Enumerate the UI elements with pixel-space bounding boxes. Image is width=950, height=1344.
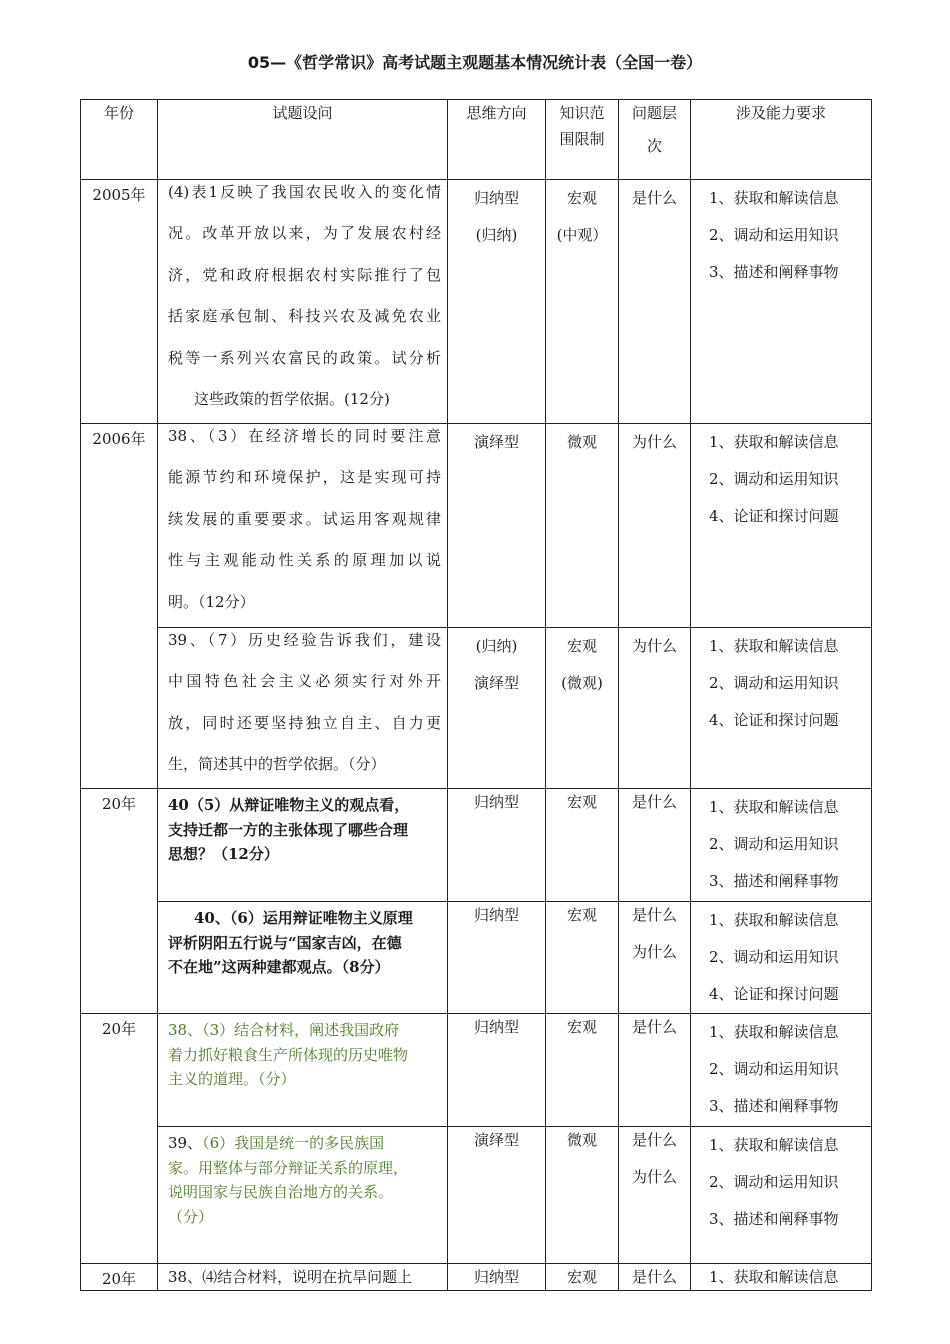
cell-thinking: 归纳型 <box>448 1014 546 1127</box>
table-row <box>81 424 872 628</box>
cell-question: 39、（6）我国是统一的多民族国 家。用整体与部分辩证关系的原理， 说明国家与民族自治地方的关系。 （分） <box>158 1127 448 1264</box>
cell-level: 为什么 <box>619 424 691 628</box>
cell-year: 20年 <box>81 789 158 1014</box>
table-row <box>81 902 872 1014</box>
table-row <box>81 1127 872 1264</box>
cell-question: (4)表1反映了我国农民收入的变化情 况。改革开放以来，为了发展农村经 济，党和政府根据农村实际推行了包 括家庭承包制、科技兴农及减免农业 税等一系列兴农富民的政策。试分析 这些政策的哲学依据。(12分) <box>158 180 448 424</box>
cell-ability: 1、获取和解读信息 <box>691 1264 872 1291</box>
cell-question: 38、（3）在经济增长的同时要注意 能源节约和环境保护，这是实现可持 续发展的重要要求。试运用客观规律 性与主观能动性关系的原理加以说 明。（12分） <box>158 424 448 628</box>
cell-question: 40、（6）运用辩证唯物主义原理 评析阴阳五行说与“国家吉凶，在德 不在地”这两种建都观点。（8分） <box>158 902 448 1014</box>
cell-year: 20年 <box>81 1264 158 1291</box>
cell-level: 为什么 <box>619 628 691 789</box>
cell-scope: 宏观 <box>546 789 619 902</box>
cell-thinking: (归纳) 演绎型 <box>448 628 546 789</box>
cell-ability: 1、获取和解读信息 2、调动和运用知识 3、描述和阐释事物 <box>691 1014 872 1127</box>
table-row <box>81 1014 872 1127</box>
cell-scope: 微观 <box>546 1127 619 1264</box>
header-ability: 涉及能力要求 <box>691 100 872 180</box>
cell-scope: 宏观 <box>546 1014 619 1127</box>
cell-thinking: 归纳型 <box>448 1264 546 1291</box>
table-row <box>81 180 872 424</box>
cell-question: 40（5）从辩证唯物主义的观点看， 支持迁都一方的主张体现了哪些合理 思想？（12分） <box>158 789 448 902</box>
cell-level: 是什么 为什么 <box>619 902 691 1014</box>
cell-thinking: 归纳型 <box>448 902 546 1014</box>
header-question: 试题设问 <box>158 100 448 180</box>
cell-level: 是什么 <box>619 180 691 424</box>
cell-level: 是什么 为什么 <box>619 1127 691 1264</box>
cell-thinking: 演绎型 <box>448 1127 546 1264</box>
cell-level: 是什么 <box>619 789 691 902</box>
cell-thinking: 演绎型 <box>448 424 546 628</box>
cell-ability: 1、获取和解读信息 2、调动和运用知识 4、论证和探讨问题 <box>691 424 872 628</box>
cell-ability: 1、获取和解读信息 2、调动和运用知识 4、论证和探讨问题 <box>691 902 872 1014</box>
header-level: 问题层 次 <box>619 100 691 180</box>
cell-scope: 宏观 (中观） <box>546 180 619 424</box>
header-scope: 知识范 围限制 <box>546 100 619 180</box>
cell-year: 20年 <box>81 1014 158 1264</box>
cell-scope: 宏观 <box>546 1264 619 1291</box>
table-row <box>81 628 872 789</box>
cell-level: 是什么 <box>619 1014 691 1127</box>
table-row <box>81 789 872 902</box>
cell-ability: 1、获取和解读信息 2、调动和运用知识 3、描述和阐释事物 <box>691 1127 872 1264</box>
cell-scope: 微观 <box>546 424 619 628</box>
cell-level: 是什么 <box>619 1264 691 1291</box>
cell-scope: 宏观 <box>546 902 619 1014</box>
cell-scope: 宏观 (微观) <box>546 628 619 789</box>
page-title: 05—《哲学常识》高考试题主观题基本情况统计表（全国一卷） <box>247 53 703 72</box>
cell-thinking: 归纳型 (归纳) <box>448 180 546 424</box>
cell-ability: 1、获取和解读信息 2、调动和运用知识 3、描述和阐释事物 <box>691 789 872 902</box>
cell-question: 38、⑷结合材料，说明在抗旱问题上 <box>158 1264 448 1291</box>
cell-question: 39、（7）历史经验告诉我们，建设 中国特色社会主义必须实行对外开 放，同时还要坚持独立自主、自力更 生，简述其中的哲学依据。（分） <box>158 628 448 789</box>
cell-question: 38、（3）结合材料，阐述我国政府 着力抓好粮食生产所体现的历史唯物 主义的道理。（分） <box>158 1014 448 1127</box>
statistics-table <box>80 99 872 1291</box>
cell-ability: 1、获取和解读信息 2、调动和运用知识 3、描述和阐释事物 <box>691 180 872 424</box>
table-row <box>81 1264 872 1291</box>
cell-year: 2006年 <box>81 424 158 789</box>
cell-ability: 1、获取和解读信息 2、调动和运用知识 4、论证和探讨问题 <box>691 628 872 789</box>
header-thinking: 思维方向 <box>448 100 546 180</box>
cell-year: 2005年 <box>81 180 158 424</box>
cell-thinking: 归纳型 <box>448 789 546 902</box>
table-header-row <box>81 100 872 180</box>
header-year: 年份 <box>81 100 158 180</box>
